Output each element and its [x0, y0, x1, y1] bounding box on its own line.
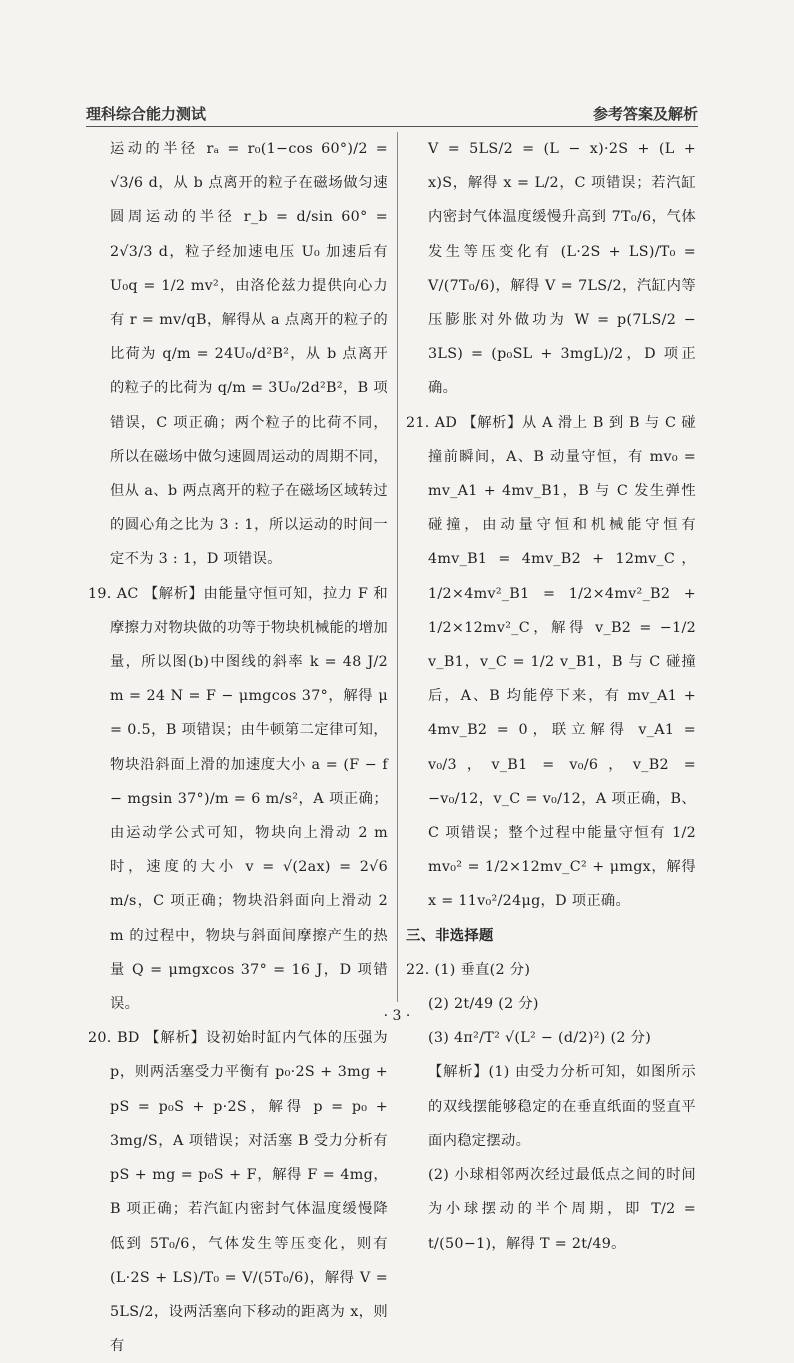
q18-continuation: 运动的半径 rₐ = r₀(1−cos 60°)/2 = √3/6 d，从 b 点离开的粒子在磁场做匀速圆周运动的半径 r_b = d/sin 60° = 2√3/3 d，粒子经加速电压 U₀ 加速后有 U₀q = 1/2 mv²，由洛伦兹力提供向心力有 r = mv/qB，解得从 a 点离开的粒子的比荷为 q/m = 24U₀/d²B²，从 b 点离开的粒子的比荷为 q/m = 3U₀/2d²B²，B 项错误，C 项正确；两个粒子的比荷不同，所以在磁场中做匀速圆周运动的周期不同，但从 a、b 两点离开的粒子在磁场区域转过的圆心角之比为 3 : 1，所以运动的时间一定不为 3 : 1，D 项错误。 — [110, 141, 388, 568]
q20-continuation: V = 5LS/2 = (L − x)·2S + (L + x)S，解得 x = L/2，C 项错误；若汽缸内密封气体温度缓慢升高到 7T₀/6，气体发生等压变化有 (L·2S + LS)/T₀ = V/(7T₀/6)，解得 V = 7LS/2，汽缸内等压膨胀对外做功为 W = p(7LS/2 − 3LS) = (p₀SL + 3mgL)/2，D 项正确。 — [428, 141, 696, 397]
q22-answer-1: 22. (1) 垂直(2 分) — [406, 961, 531, 978]
section-title: 三、非选择题 — [406, 927, 494, 944]
q21-answer: 21. AD 【解析】从 A 滑上 B 到 B 与 C 碰撞前瞬间，A、B 动量守恒，有 mv₀ = mv_A1 + 4mv_B1，B 与 C 发生弹性碰撞，由动量守恒和机械能守恒有 4mv_B1 = 4mv_B2 + 12mv_C，1/2×4mv²_B1 = 1/2×4mv²_B2 + 1/2×12mv²_C，解得 v_B2 = −1/2 v_B1，v_C = 1/2 v_B1，B 与 C 碰撞后，A、B 均能停下来，有 mv_A1 + 4mv_B2 = 0，联立解得 v_A1 = v₀/3，v_B1 = v₀/6，v_B2 = −v₀/12，v_C = v₀/12，A 项正确，B、C 项错误；整个过程中能量守恒有 1/2 mv₀² = 1/2×12mv_C² + μmgx，解得 x = 11v₀²/24μg，D 项正确。 — [406, 414, 696, 910]
column-divider — [397, 132, 398, 1002]
header-right-title: 参考答案及解析 — [592, 105, 698, 123]
page-header — [86, 98, 698, 124]
header-rule — [86, 126, 698, 127]
left-column — [88, 132, 388, 1363]
right-column — [406, 132, 696, 1261]
q20-answer: 20. BD 【解析】设初始时缸内气体的压强为 p，则两活塞受力平衡有 p₀·2S + 3mg + pS = p₀S + p·2S，解得 p = p₀ + 3mg/S，A 项错误；对活塞 B 受力分析有 pS + mg = p₀S + F，解得 F = 4mg，B 项正确；若汽缸内密封气体温度缓慢降低到 5T₀/6，气体发生等压变化，则有 (L·2S + LS)/T₀ = V/(5T₀/6)，解得 V = 5LS/2，设两活塞向下移动的距离为 x，则有 — [88, 1030, 388, 1355]
q22-analysis-1: 【解析】(1) 由受力分析可知，如图所示的双线摆能够稳定的在垂直纸面的竖直平面内稳定摆动。 — [428, 1064, 696, 1149]
q22-answer-2: (2) 2t/49 (2 分) — [428, 996, 539, 1013]
q22-analysis-2: (2) 小球相邻两次经过最低点之间的时间为小球摆动的半个周期，即 T/2 = t/(50−1)，解得 T = 2t/49。 — [428, 1167, 696, 1252]
q22-answer-3: (3) 4π²/T² √(L² − (d/2)²) (2 分) — [428, 1030, 652, 1047]
q19-answer: 19. AC 【解析】由能量守恒可知，拉力 F 和摩擦力对物块做的功等于物块机械能的增加量，所以图(b)中图线的斜率 k = 48 J/2 m = 24 N = F − μmgcos 37°，解得 μ = 0.5，B 项错误；由牛顿第二定律可知，物块沿斜面上滑的加速度大小 a = (F − f − mgsin 37°)/m = 6 m/s²，A 项正确；由运动学公式可知，物块向上滑动 2 m 时，速度的大小 v = √(2ax) = 2√6 m/s，C 项正确；物块沿斜面向上滑动 2 m 的过程中，物块与斜面间摩擦产生的热量 Q = μmgxcos 37° = 16 J，D 项错误。 — [88, 585, 388, 1013]
header-left-title: 理科综合能力测试 — [86, 105, 207, 123]
page-number: · 3 · — [383, 1008, 411, 1024]
